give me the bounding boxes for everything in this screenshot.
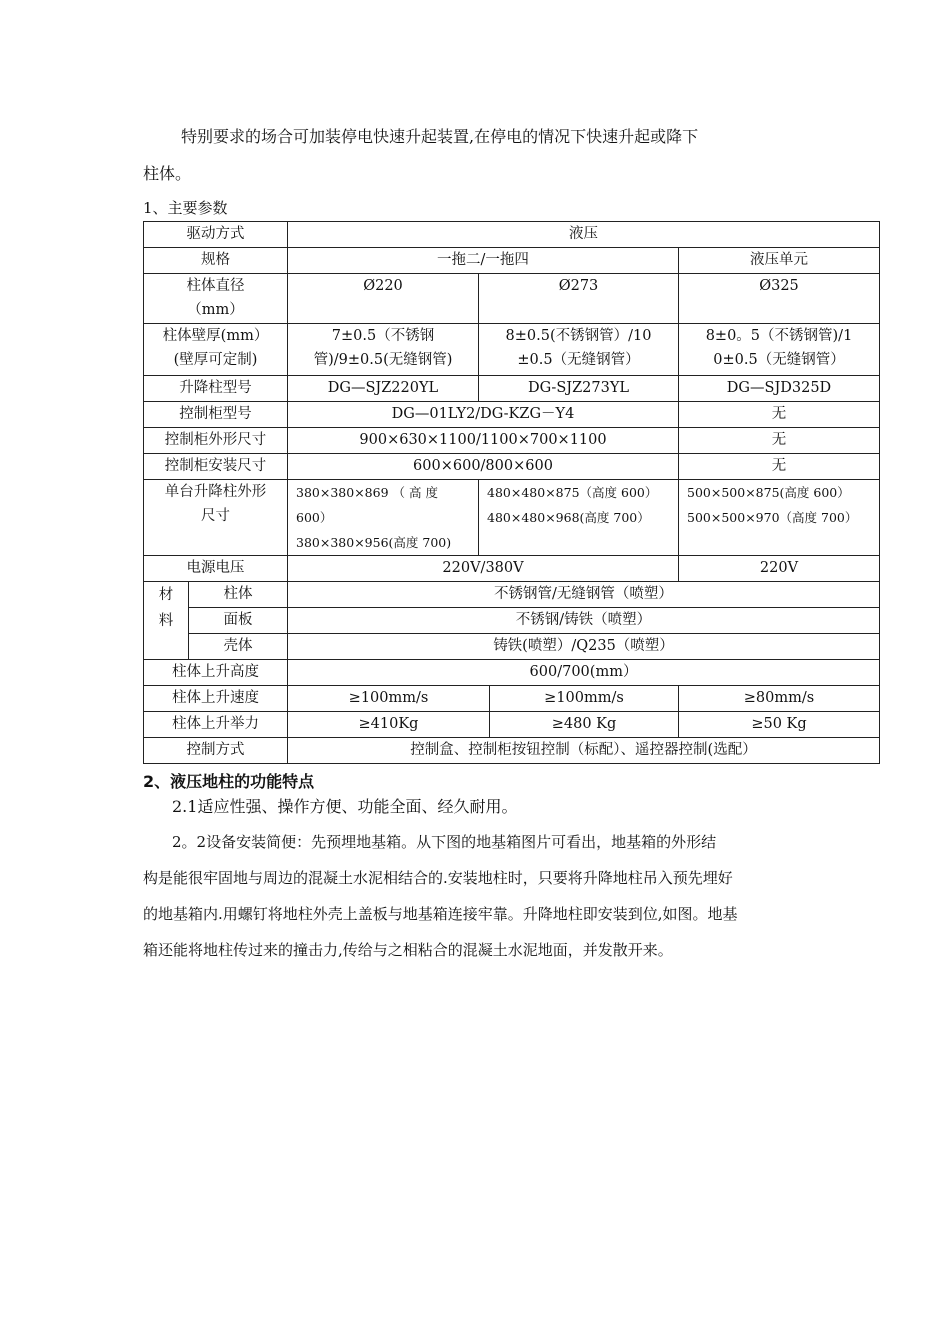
- unit-size-label-line-2: 尺寸: [201, 508, 230, 524]
- cell-diameter-3: Ø325: [679, 274, 880, 324]
- wall-3-line-2: 0±0.5（无缝钢管）: [713, 352, 845, 368]
- wall-3-line-1: 8±0。5（不锈钢管)/1: [705, 328, 853, 344]
- table-row: [144, 556, 880, 582]
- cell-unit-size-2: [479, 480, 679, 556]
- cell-rise-speed-label: 柱体上升速度: [144, 686, 288, 712]
- table-row: [144, 274, 880, 324]
- cell-spec-a: 一拖二/一拖四: [288, 248, 679, 274]
- cell-cabinet-model-none: 无: [679, 402, 880, 428]
- cell-cabinet-model-label: 控制柜型号: [144, 402, 288, 428]
- table-row: [144, 428, 880, 454]
- cell-rise-height-value: 600/700(mm）: [288, 660, 880, 686]
- cell-wall-label: [144, 324, 288, 376]
- unit-3-line-2: 500×500×970（高度 700）: [687, 510, 858, 525]
- cell-cabinet-install-label: 控制柜安装尺寸: [144, 454, 288, 480]
- cell-diameter-2: Ø273: [479, 274, 679, 324]
- table-row: [144, 634, 880, 660]
- cell-diameter-label: [144, 274, 288, 324]
- cell-unit-size-1: [288, 480, 479, 556]
- cell-rise-height-label: 柱体上升高度: [144, 660, 288, 686]
- cell-cabinet-size-none: 无: [679, 428, 880, 454]
- wall-2-line-2: ±0.5（无缝钢管）: [517, 352, 640, 368]
- cell-control-label: 控制方式: [144, 738, 288, 764]
- cell-model-2: DG-SJZ273YL: [479, 376, 679, 402]
- cell-cabinet-model-value: DG—01LY2/DG-KZG－Y4: [288, 402, 679, 428]
- cell-material-panel-label: 面板: [189, 608, 288, 634]
- cell-material-body-value: 不锈钢管/无缝钢管（喷塑）: [288, 582, 880, 608]
- table-row: [144, 582, 880, 608]
- section-1-title: 1、主要参数: [143, 199, 228, 217]
- cell-wall-2: [479, 324, 679, 376]
- section-2-2-line-3: 的地基箱内.用螺钉将地柱外壳上盖板与地基箱连接牢靠。升降地柱即安装到位,如图。地基: [143, 905, 738, 923]
- unit-2-line-2: 480×480×968(高度 700）: [487, 510, 650, 525]
- cell-diameter-1: Ø220: [288, 274, 479, 324]
- cell-wall-3: [679, 324, 880, 376]
- section-2-2-line-2: 构是能很牢固地与周边的混凝土水泥相结合的.安装地柱时，只要将升降地柱吊入预先埋好: [143, 869, 733, 887]
- cell-lift-force-3: ≥50 Kg: [679, 712, 880, 738]
- cell-drive-value: 液压: [288, 222, 880, 248]
- cell-model-1: DG—SJZ220YL: [288, 376, 479, 402]
- wall-1-line-1: 7±0.5（不锈钢: [331, 328, 435, 344]
- wall-label-line-2: (壁厚可定制): [173, 352, 258, 368]
- table-row: [144, 738, 880, 764]
- cell-material-shell-value: 铸铁(喷塑）/Q235（喷塑）: [288, 634, 880, 660]
- table-row: [144, 248, 880, 274]
- cell-material-label: [144, 582, 189, 660]
- section-2-2-line-1: 2。2设备安装简便：先预埋地基箱。从下图的地基箱图片可看出，地基箱的外形结: [172, 833, 717, 851]
- table-row: [144, 454, 880, 480]
- cell-unit-size-3: [679, 480, 880, 556]
- cell-drive-label: 驱动方式: [144, 222, 288, 248]
- cell-lift-force-2: ≥480 Kg: [490, 712, 679, 738]
- table-row: [144, 608, 880, 634]
- intro-line-2: 柱体。: [143, 164, 192, 183]
- table-row: [144, 376, 880, 402]
- table-row: [144, 324, 880, 376]
- diameter-label-line-1: 柱体直径: [186, 278, 245, 294]
- table-row: [144, 222, 880, 248]
- section-2-2-line-4: 箱还能将地柱传过来的撞击力,传给与之相粘合的混凝土水泥地面，并发散开来。: [143, 941, 673, 959]
- unit-2-line-1: 480×480×875（高度 600）: [487, 485, 658, 500]
- cell-lift-force-1: ≥410Kg: [288, 712, 490, 738]
- cell-cabinet-install-value: 600×600/800×600: [288, 454, 679, 480]
- table-row: [144, 660, 880, 686]
- cell-control-value: 控制盒、控制柜按钮控制（标配）、遥控器控制(选配）: [288, 738, 880, 764]
- cell-material-body-label: 柱体: [189, 582, 288, 608]
- cell-spec-b: 液压单元: [679, 248, 880, 274]
- table-row: [144, 480, 880, 556]
- cell-power-label: 电源电压: [144, 556, 288, 582]
- cell-power-b: 220V: [679, 556, 880, 582]
- cell-material-panel-value: 不锈钢/铸铁（喷塑）: [288, 608, 880, 634]
- section-2-1-text: 2.1适应性强、操作方便、功能全面、经久耐用。: [172, 797, 518, 816]
- cell-power-a: 220V/380V: [288, 556, 679, 582]
- cell-lift-force-label: 柱体上升举力: [144, 712, 288, 738]
- cell-unit-size-label: [144, 480, 288, 556]
- cell-rise-speed-3: ≥80mm/s: [679, 686, 880, 712]
- table-row: [144, 712, 880, 738]
- cell-cabinet-install-none: 无: [679, 454, 880, 480]
- table-row: [144, 402, 880, 428]
- cell-spec-label: 规格: [144, 248, 288, 274]
- parameter-table: [143, 221, 880, 764]
- unit-3-line-1: 500×500×875(高度 600）: [687, 485, 850, 500]
- cell-material-shell-label: 壳体: [189, 634, 288, 660]
- material-label-line-1: 材: [158, 587, 174, 603]
- section-2-title: 2、液压地柱的功能特点: [143, 772, 315, 791]
- wall-2-line-1: 8±0.5(不锈钢管）/10: [505, 328, 652, 344]
- cell-cabinet-size-label: 控制柜外形尺寸: [144, 428, 288, 454]
- unit-size-label-line-1: 单台升降柱外形: [164, 484, 267, 500]
- intro-line-1: 特别要求的场合可加装停电快速升起装置,在停电的情况下快速升起或降下: [181, 127, 699, 146]
- cell-model-label: 升降柱型号: [144, 376, 288, 402]
- wall-label-line-1: 柱体壁厚(mm）: [162, 328, 269, 344]
- cell-cabinet-size-value: 900×630×1100/1100×700×1100: [288, 428, 679, 454]
- cell-model-3: DG—SJD325D: [679, 376, 880, 402]
- unit-1-line-2: 600）: [296, 510, 333, 525]
- diameter-label-line-2: （mm）: [187, 302, 244, 318]
- cell-wall-1: [288, 324, 479, 376]
- unit-1-line-3: 380×380×956(高度 700): [296, 535, 452, 550]
- unit-1-line-1: 380×380×869 （ 高 度: [296, 485, 438, 500]
- cell-rise-speed-1: ≥100mm/s: [288, 686, 490, 712]
- cell-rise-speed-2: ≥100mm/s: [490, 686, 679, 712]
- material-label-line-2: 料: [158, 613, 174, 629]
- wall-1-line-2: 管)/9±0.5(无缝钢管): [313, 352, 453, 368]
- table-row: [144, 686, 880, 712]
